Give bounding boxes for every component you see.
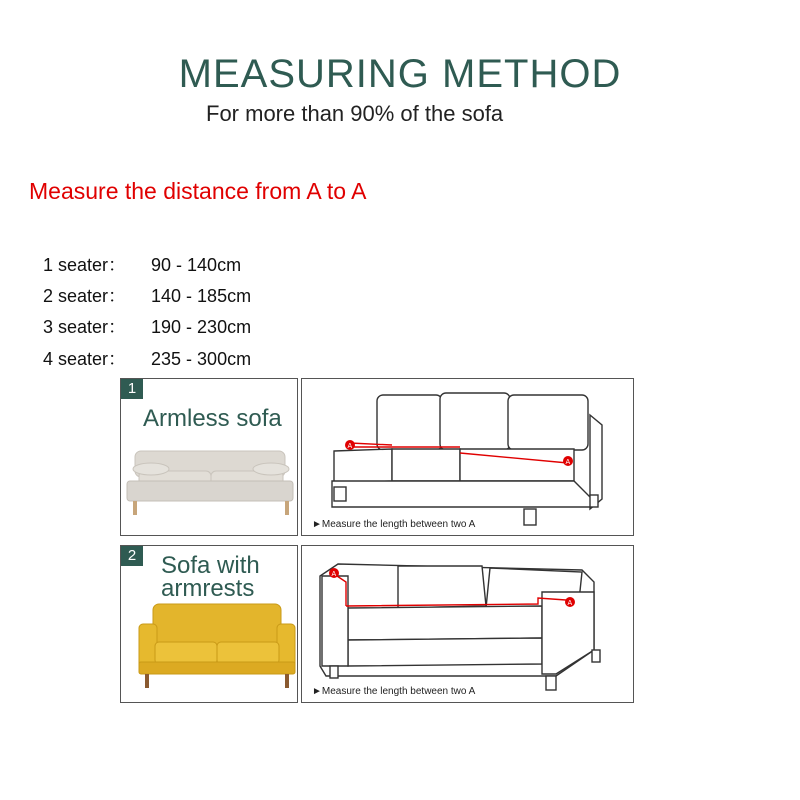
marker-a-label: A xyxy=(565,459,571,466)
panel-number: 1 xyxy=(121,379,143,399)
panel-title: Armless sofa xyxy=(143,405,282,432)
page-subtitle: For more than 90% of the sofa xyxy=(206,101,504,126)
armless-diagram-panel xyxy=(301,378,634,536)
armless-sofa-diagram xyxy=(302,379,633,535)
panel-title-line1: Sofa with xyxy=(161,552,260,579)
seater-range: 140 - 185cm xyxy=(151,286,252,306)
seater-range: 190 - 230cm xyxy=(151,317,252,337)
panel-title-line2: armrests xyxy=(161,575,255,602)
measure-caption: ►Measure the length between two A xyxy=(312,519,476,530)
panel-number: 2 xyxy=(121,546,143,566)
seater-label: 3 seater： xyxy=(43,317,127,337)
seater-row-4 xyxy=(33,324,251,371)
measure-caption: ►Measure the length between two A xyxy=(312,686,476,697)
armrest-sofa-diagram xyxy=(302,546,633,702)
marker-a-label: A xyxy=(331,571,337,578)
seater-label: 4 seater： xyxy=(43,349,127,369)
page-title: MEASURING METHOD xyxy=(178,52,622,96)
seater-range: 235 - 300cm xyxy=(151,349,252,369)
armrest-sofa-photo xyxy=(121,546,297,702)
marker-a-label: A xyxy=(347,443,353,450)
armrest-sofa-panel xyxy=(120,545,298,703)
seater-label: 2 seater： xyxy=(43,286,127,306)
caption-text: Measure the length between two A xyxy=(321,686,476,697)
armrest-diagram-panel xyxy=(301,545,634,703)
armless-sofa-panel xyxy=(120,378,298,536)
instruction-text: Measure the distance from A to A xyxy=(29,178,367,204)
marker-a-label: A xyxy=(567,600,573,607)
caption-text: Measure the length between two A xyxy=(321,519,476,530)
seater-label: 1 seater： xyxy=(43,255,127,275)
armless-sofa-photo xyxy=(121,379,297,535)
seater-range: 90 - 140cm xyxy=(151,255,242,275)
